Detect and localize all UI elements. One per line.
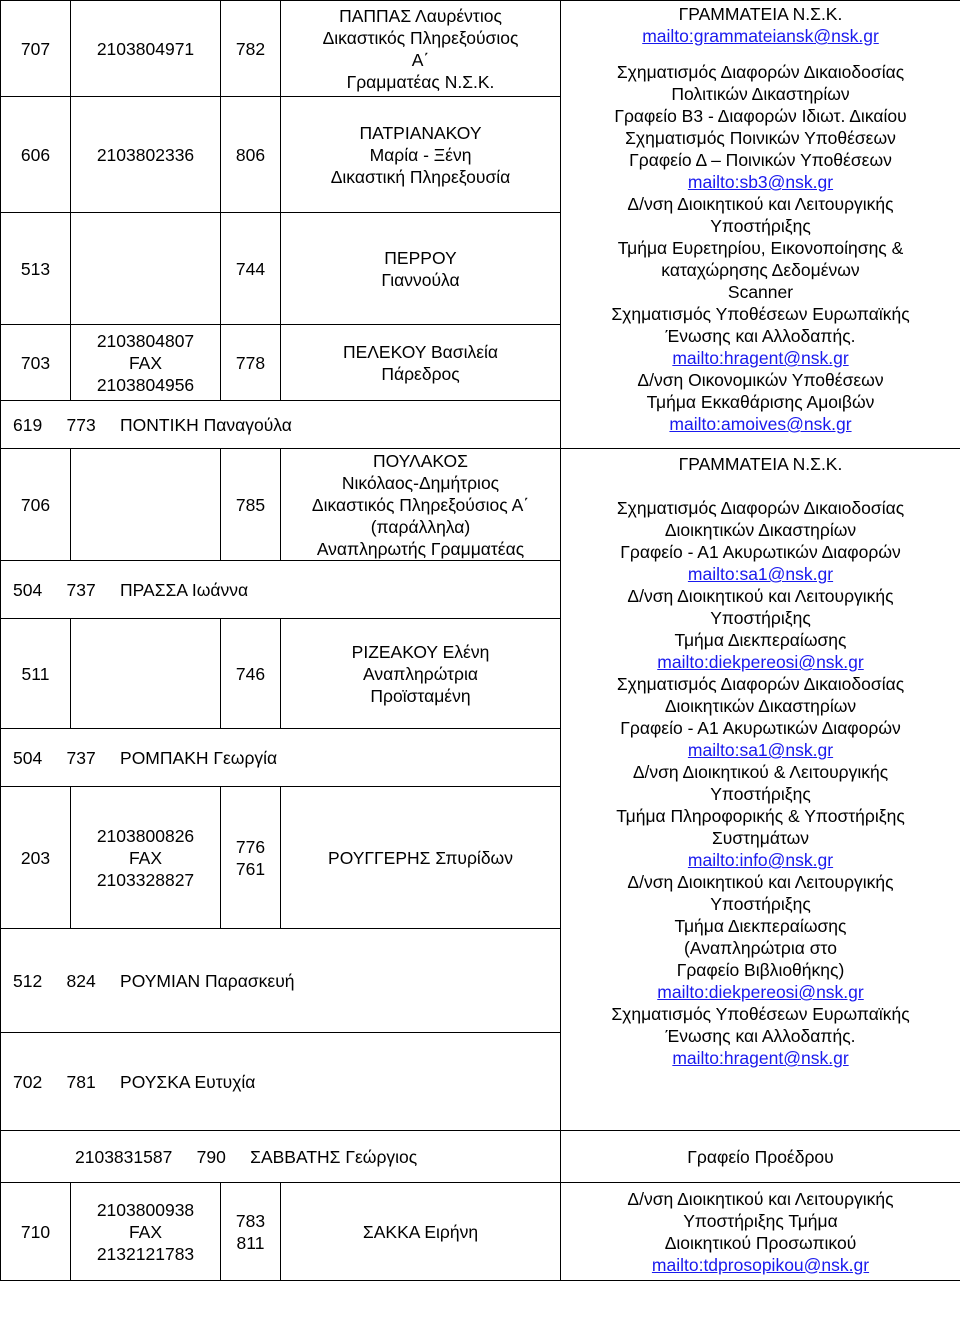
entry-text: 2103831587 790 ΣΑΒΒΑΤΗΣ Γεώργιος bbox=[75, 1146, 418, 1167]
extension-line: 761 bbox=[235, 858, 266, 879]
name-line: ΠΕΡΡΟΥ bbox=[384, 247, 457, 268]
email-link[interactable]: mailto:grammateiansk@nsk.gr bbox=[642, 26, 879, 46]
dept-line: Δ/νση Οικονομικών Υποθέσεων bbox=[637, 370, 884, 390]
entry-text: 702 781 ΡΟΥΣΚΑ Ευτυχία bbox=[13, 1071, 256, 1092]
staff-name bbox=[281, 325, 561, 401]
dept-line: Σχηματισμός Υποθέσεων Ευρωπαϊκής bbox=[611, 304, 910, 324]
email-link[interactable]: mailto:diekpereosi@nsk.gr bbox=[657, 652, 864, 672]
phone-line: FAX bbox=[128, 847, 163, 868]
extension bbox=[221, 787, 281, 929]
phone-line: 2103328827 bbox=[96, 869, 195, 890]
entry-text: 619 773 ΠΟΝΤΙΚΗ Παναγούλα bbox=[13, 414, 292, 435]
dept-heading: ΓΡΑΜΜΑΤΕΙΑ Ν.Σ.Κ. bbox=[678, 454, 843, 474]
phone-number bbox=[71, 619, 221, 729]
dept-line: Ένωσης και Αλλοδαπής. bbox=[665, 326, 856, 346]
dept-line: Δ/νση Διοικητικού και Λειτουργικής bbox=[627, 194, 894, 214]
room-number: 511 bbox=[1, 619, 71, 729]
phone-number bbox=[71, 787, 221, 929]
name-line: Νικόλαος-Δημήτριος bbox=[341, 472, 500, 493]
table-row bbox=[1, 1, 960, 97]
name-line: Προϊσταμένη bbox=[370, 685, 471, 706]
name-line: Πάρεδρος bbox=[381, 363, 460, 384]
dept-line: Σχηματισμός Ποινικών Υποθέσεων bbox=[625, 128, 896, 148]
phone-number bbox=[71, 325, 221, 401]
dept-line: Σχηματισμός Διαφορών Δικαιοδοσίας bbox=[616, 674, 905, 694]
name-line: Δικαστικός Πληρεξούσιος Α΄ bbox=[311, 494, 530, 515]
name-line: Δικαστική Πληρεξουσία bbox=[330, 166, 511, 187]
name-line: (παράλληλα) bbox=[370, 516, 471, 537]
dept-line: Τμήμα Εκκαθάρισης Αμοιβών bbox=[646, 392, 875, 412]
staff-name bbox=[281, 97, 561, 213]
dept-line: Δ/νση Διοικητικού & Λειτουργικής bbox=[632, 762, 889, 782]
inline-entry bbox=[1, 1131, 561, 1183]
dept-line: Υποστήριξης bbox=[710, 784, 811, 804]
dept-line: Συστημάτων bbox=[711, 828, 810, 848]
dept-line: Πολιτικών Δικαστηρίων bbox=[671, 84, 850, 104]
entry-text: 512 824 ΡΟΥΜΙΑΝ Παρασκευή bbox=[13, 970, 295, 991]
room-number: 513 bbox=[1, 213, 71, 325]
name-line: ΠΕΛΕΚΟΥ Βασιλεία bbox=[342, 341, 499, 362]
staff-name bbox=[281, 619, 561, 729]
dept-line: Γραφείο - Α1 Ακυρωτικών Διαφορών bbox=[620, 542, 901, 562]
name-line: ΡΟΥΓΓΕΡΗΣ Σπυρίδων bbox=[328, 847, 513, 868]
phone-number bbox=[71, 213, 221, 325]
email-link[interactable]: mailto:hragent@nsk.gr bbox=[672, 348, 849, 368]
dept-line: Τμήμα Διεκπεραίωσης bbox=[674, 630, 847, 650]
name-line: Μαρία - Ξένη bbox=[369, 144, 472, 165]
dept-line: Σχηματισμός Υποθέσεων Ευρωπαϊκής bbox=[611, 1004, 910, 1024]
extension: 782 bbox=[221, 1, 281, 97]
dept-line: Scanner bbox=[727, 282, 794, 302]
inline-entry bbox=[1, 729, 561, 787]
name-line: ΠΑΠΠΑΣ Λαυρέντιος bbox=[339, 5, 502, 26]
dept-line: Σχηματισμός Διαφορών Δικαιοδοσίας bbox=[616, 62, 905, 82]
dept-line: Γραφείο - Α1 Ακυρωτικών Διαφορών bbox=[620, 718, 901, 738]
entry-text: 504 737 ΠΡΑΣΣΑ Ιωάννα bbox=[13, 579, 249, 600]
room-number: 707 bbox=[1, 1, 71, 97]
room-number: 606 bbox=[1, 97, 71, 213]
name-line: Γιαννούλα bbox=[381, 269, 460, 290]
inline-entry bbox=[1, 401, 561, 449]
table-row bbox=[1, 1183, 960, 1281]
dept-line: Γραφείο Β3 - Διαφορών Ιδιωτ. Δικαίου bbox=[614, 106, 907, 126]
email-link[interactable]: mailto:tdprosopikou@nsk.gr bbox=[651, 1254, 870, 1275]
room-number: 706 bbox=[1, 449, 71, 561]
extension-line: 811 bbox=[236, 1232, 265, 1253]
room-number: 710 bbox=[1, 1183, 71, 1281]
table-row bbox=[1, 1131, 960, 1183]
dept-line: Δ/νση Διοικητικού και Λειτουργικής bbox=[627, 586, 894, 606]
inline-entry bbox=[1, 929, 561, 1033]
name-line: Α΄ bbox=[411, 49, 430, 70]
dept-line: καταχώρησης Δεδομένων bbox=[661, 260, 860, 280]
phone-number bbox=[71, 449, 221, 561]
extension bbox=[221, 1183, 281, 1281]
dept-line: Τμήμα Πληροφορικής & Υποστήριξης bbox=[616, 806, 905, 826]
dept-line: Δ/νση Διοικητικού και Λειτουργικής bbox=[627, 1188, 894, 1209]
department-cell bbox=[561, 1183, 960, 1281]
inline-entry bbox=[1, 561, 561, 619]
name-line: Αναπληρωτής Γραμματέας bbox=[316, 538, 525, 559]
phone-line: 2103800938 bbox=[96, 1199, 195, 1220]
dept-line: Τμήμα Διεκπεραίωσης bbox=[674, 916, 847, 936]
phone-line: 2103804956 bbox=[96, 374, 195, 395]
phone-number bbox=[71, 1183, 221, 1281]
email-link[interactable]: mailto:sa1@nsk.gr bbox=[687, 564, 834, 584]
phone-number: 2103804971 bbox=[71, 1, 221, 97]
dept-line: (Αναπληρώτρια στο bbox=[684, 938, 837, 958]
dept-line: Γραφείο Δ – Ποινικών Υποθέσεων bbox=[629, 150, 892, 170]
extension: 806 bbox=[221, 97, 281, 213]
extension: 746 bbox=[221, 619, 281, 729]
dept-line: Δ/νση Διοικητικού και Λειτουργικής bbox=[627, 872, 894, 892]
email-link[interactable]: mailto:amoives@nsk.gr bbox=[669, 414, 852, 434]
dept-line: Διοικητικού Προσωπικού bbox=[664, 1232, 857, 1253]
dept-line: Υποστήριξης bbox=[710, 216, 811, 236]
staff-name bbox=[281, 449, 561, 561]
phone-number: 2103802336 bbox=[71, 97, 221, 213]
phone-line: 2103804807 bbox=[96, 330, 195, 351]
dept-line: Υποστήριξης bbox=[710, 608, 811, 628]
entry-text: 504 737 ΡΟΜΠΑΚΗ Γεωργία bbox=[13, 747, 278, 768]
phone-line: FAX bbox=[128, 1221, 163, 1242]
name-line: ΡΙΖΕΑΚΟΥ Ελένη bbox=[351, 641, 490, 662]
table-row bbox=[1, 449, 960, 561]
dept-line: Σχηματισμός Διαφορών Δικαιοδοσίας bbox=[616, 498, 905, 518]
spacer bbox=[561, 47, 960, 61]
department-cell: Γραφείο Προέδρου bbox=[561, 1131, 960, 1183]
extension-line: 783 bbox=[235, 1210, 266, 1231]
email-link[interactable]: mailto:sb3@nsk.gr bbox=[687, 172, 834, 192]
phone-line: 2132121783 bbox=[96, 1243, 195, 1264]
staff-name bbox=[281, 1, 561, 97]
name-line: Γραμματέας Ν.Σ.Κ. bbox=[346, 71, 495, 92]
inline-entry bbox=[1, 1033, 561, 1131]
phone-line: FAX bbox=[128, 352, 163, 373]
extension: 778 bbox=[221, 325, 281, 401]
extension-line: 776 bbox=[235, 836, 266, 857]
dept-line: Γραφείο Βιβλιοθήκης) bbox=[676, 960, 845, 980]
email-link[interactable]: mailto:hragent@nsk.gr bbox=[672, 1048, 849, 1068]
email-link[interactable]: mailto:sa1@nsk.gr bbox=[687, 740, 834, 760]
room-number: 703 bbox=[1, 325, 71, 401]
phone-line: 2103800826 bbox=[96, 825, 195, 846]
department-block-1 bbox=[561, 1, 960, 449]
dept-line: Τμήμα Ευρετηρίου, Εικονοποίησης & bbox=[617, 238, 904, 258]
department-block-2 bbox=[561, 449, 960, 1131]
dept-line: Ένωσης και Αλλοδαπής. bbox=[665, 1026, 856, 1046]
spacer bbox=[561, 475, 960, 497]
extension: 785 bbox=[221, 449, 281, 561]
room-number: 203 bbox=[1, 787, 71, 929]
staff-name bbox=[281, 787, 561, 929]
staff-name bbox=[281, 213, 561, 325]
name-line: ΠΑΤΡΙΑΝΑΚΟΥ bbox=[359, 122, 482, 143]
email-link[interactable]: mailto:diekpereosi@nsk.gr bbox=[657, 982, 864, 1002]
dept-heading: ΓΡΑΜΜΑΤΕΙΑ Ν.Σ.Κ. bbox=[678, 4, 843, 24]
name-line: ΠΟΥΛΑΚΟΣ bbox=[373, 450, 468, 471]
dept-line: Υποστήριξης Τμήμα bbox=[683, 1210, 838, 1231]
dept-line: Διοικητικών Δικαστηρίων bbox=[664, 520, 857, 540]
name-line: Δικαστικός Πληρεξούσιος bbox=[322, 27, 519, 48]
name-line: Αναπληρώτρια bbox=[362, 663, 479, 684]
dept-line: Διοικητικών Δικαστηρίων bbox=[664, 696, 857, 716]
staff-name: ΣΑΚΚΑ Ειρήνη bbox=[281, 1183, 561, 1281]
extension: 744 bbox=[221, 213, 281, 325]
email-link[interactable]: mailto:info@nsk.gr bbox=[687, 850, 834, 870]
dept-line: Υποστήριξης bbox=[710, 894, 811, 914]
